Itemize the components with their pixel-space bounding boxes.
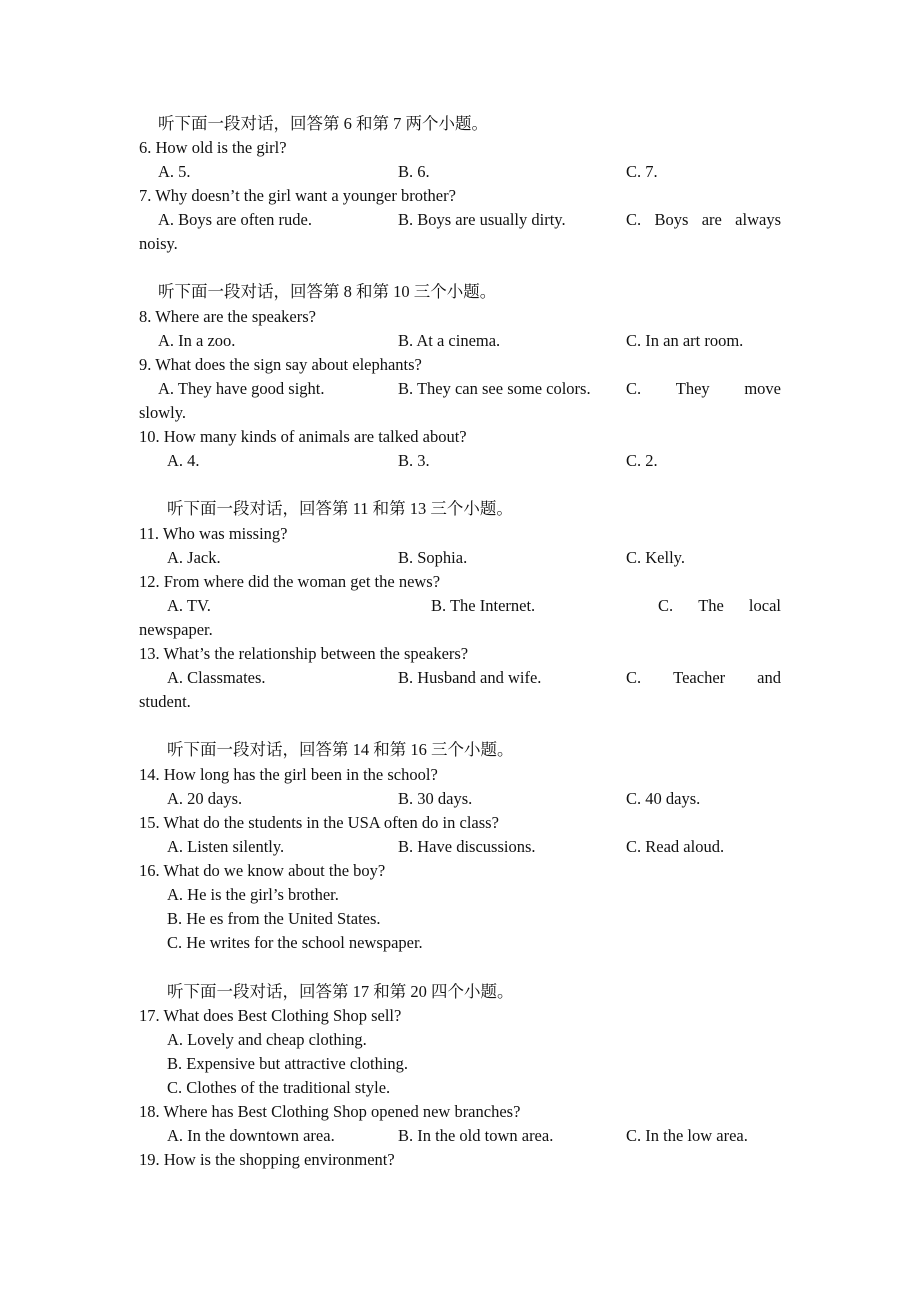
question-stem: 14. How long has the girl been in the school?	[139, 765, 438, 784]
option-c: C. Clothes of the traditional style.	[167, 1078, 391, 1097]
option-c-word: local	[748, 596, 781, 615]
option-c-word: are	[701, 210, 722, 229]
question-stem: 10. How many kinds of animals are talked about?	[139, 427, 467, 446]
question-stem: 18. Where has Best Clothing Shop opened new branches?	[139, 1102, 521, 1121]
question-stem: 13. What’s the relationship between the speakers?	[139, 644, 469, 663]
option-c	[626, 377, 781, 401]
option-c-word: C.	[626, 210, 642, 229]
question-stem: 17. What does Best Clothing Shop sell?	[139, 1006, 402, 1025]
option-c: C. 40 days.	[626, 789, 701, 808]
option-c-wrap: newspaper.	[139, 620, 213, 639]
section-instruction: 听下面一段对话，回答第 11 和第 13 三个小题。	[167, 499, 513, 518]
option-b: B. 30 days.	[398, 789, 473, 808]
question-stem: 9. What does the sign say about elephants?	[139, 355, 422, 374]
option-c: C. 2.	[626, 451, 658, 470]
option-a: A. They have good sight.	[158, 379, 325, 398]
option-c-word: Teacher	[673, 668, 726, 687]
option-b: B. The Internet.	[431, 596, 536, 615]
option-c: C. Read aloud.	[626, 837, 725, 856]
option-c: C. In an art room.	[626, 331, 744, 350]
option-b: B. Husband and wife.	[398, 668, 542, 687]
option-c: C. He writes for the school newspaper.	[167, 933, 423, 952]
option-c	[626, 666, 781, 690]
option-a: A. In a zoo.	[158, 331, 236, 350]
option-c: C. In the low area.	[626, 1126, 748, 1145]
option-b: B. Sophia.	[398, 548, 468, 567]
option-b: B. They can see some colors.	[398, 379, 591, 398]
option-b: B. Expensive but attractive clothing.	[167, 1054, 409, 1073]
question-stem: 19. How is the shopping environment?	[139, 1150, 395, 1169]
option-b: B. In the old town area.	[398, 1126, 554, 1145]
section-instruction: 听下面一段对话，回答第 6 和第 7 两个小题。	[158, 114, 488, 133]
option-a: A. 5.	[158, 162, 191, 181]
option-a: A. 20 days.	[167, 789, 243, 808]
option-a: A. In the downtown area.	[167, 1126, 335, 1145]
option-a: A. Jack.	[167, 548, 221, 567]
option-c-word: always	[735, 210, 781, 229]
option-c-word: The	[698, 596, 724, 615]
section-instruction: 听下面一段对话，回答第 14 和第 16 三个小题。	[167, 740, 514, 759]
option-c	[626, 208, 781, 232]
option-c	[658, 594, 781, 618]
option-c-word: C.	[626, 668, 642, 687]
option-c-word: They	[675, 379, 710, 398]
option-b: B. 6.	[398, 162, 430, 181]
option-c-word: Boys	[654, 210, 689, 229]
option-a: A. TV.	[167, 596, 211, 615]
question-stem: 12. From where did the woman get the news?	[139, 572, 441, 591]
option-c-word: C.	[626, 379, 642, 398]
option-b: B. At a cinema.	[398, 331, 501, 350]
option-c-word: move	[744, 379, 781, 398]
section-instruction: 听下面一段对话，回答第 17 和第 20 四个小题。	[167, 982, 514, 1001]
option-c-wrap: noisy.	[139, 234, 178, 253]
option-c: C. 7.	[626, 162, 658, 181]
option-a: A. 4.	[167, 451, 200, 470]
option-c-wrap: student.	[139, 692, 191, 711]
option-b: B. Boys are usually dirty.	[398, 210, 566, 229]
option-a: A. Lovely and cheap clothing.	[167, 1030, 367, 1049]
section-instruction: 听下面一段对话，回答第 8 和第 10 三个小题。	[158, 282, 497, 301]
question-stem: 7. Why doesn’t the girl want a younger brother?	[139, 186, 456, 205]
option-a: A. Listen silently.	[167, 837, 285, 856]
question-stem: 15. What do the students in the USA often do in class?	[139, 813, 499, 832]
option-a: A. He is the girl’s brother.	[167, 885, 339, 904]
option-b: B. 3.	[398, 451, 430, 470]
option-b: B. He es from the United States.	[167, 909, 381, 928]
question-stem: 6. How old is the girl?	[139, 138, 287, 157]
question-stem: 11. Who was missing?	[139, 524, 288, 543]
option-a: A. Boys are often rude.	[158, 210, 312, 229]
option-a: A. Classmates.	[167, 668, 266, 687]
option-c: C. Kelly.	[626, 548, 685, 567]
option-c-word: C.	[658, 596, 674, 615]
question-stem: 8. Where are the speakers?	[139, 307, 316, 326]
option-c-word: and	[757, 668, 781, 687]
option-b: B. Have discussions.	[398, 837, 536, 856]
option-c-wrap: slowly.	[139, 403, 187, 422]
question-stem: 16. What do we know about the boy?	[139, 861, 386, 880]
